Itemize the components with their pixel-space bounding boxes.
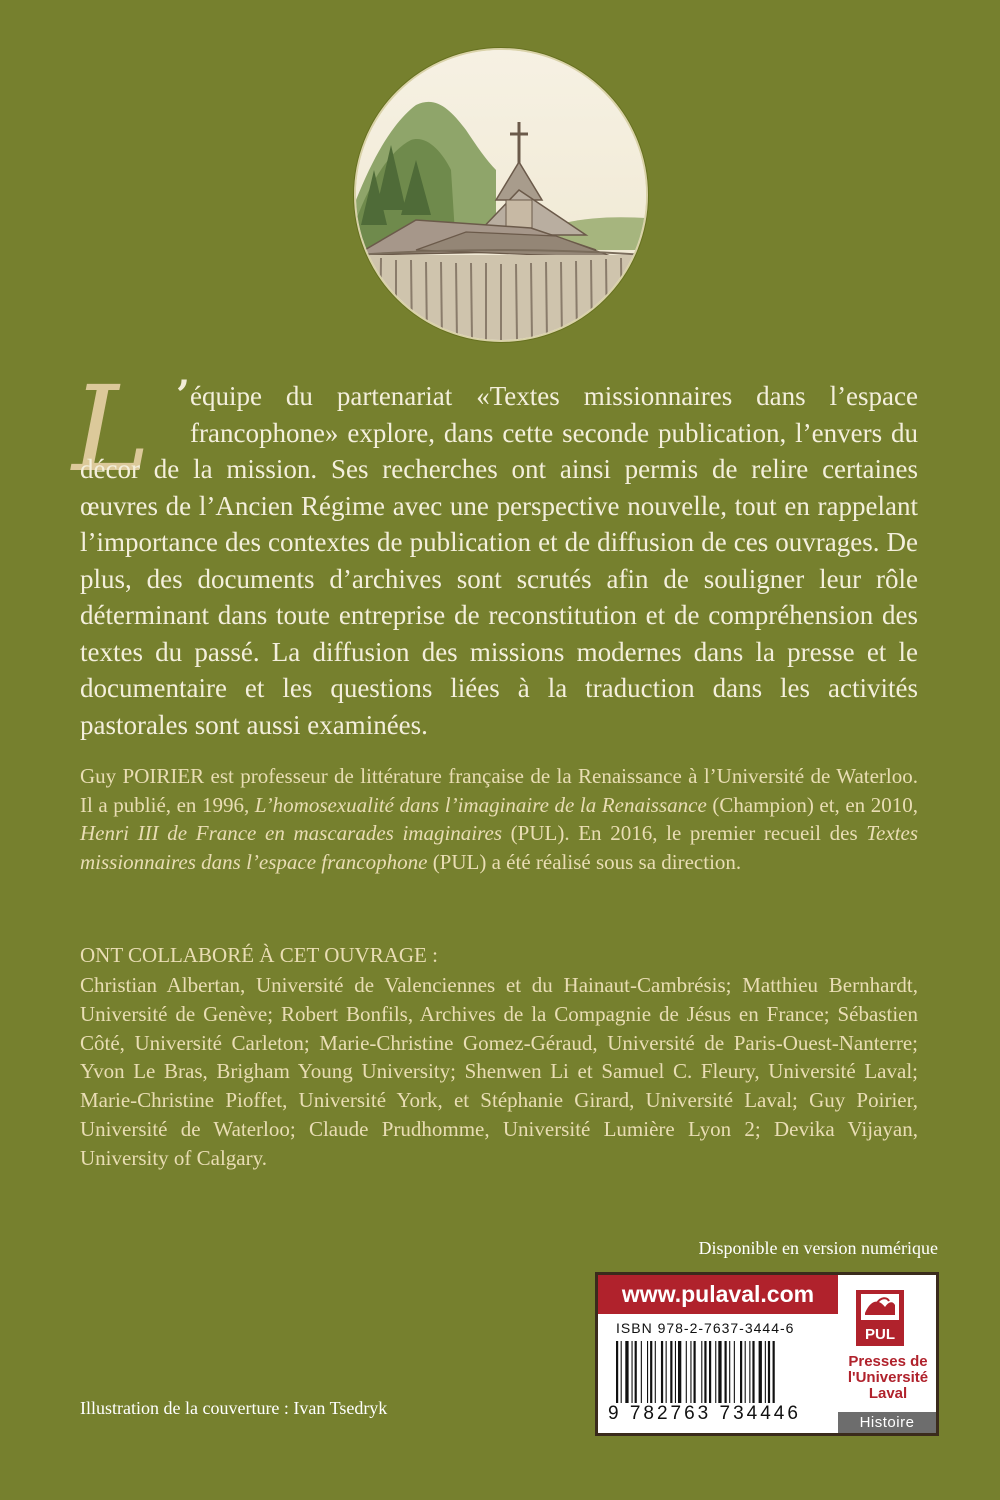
barcode-bar <box>641 1341 642 1403</box>
bio-title-2: Henri III de France en mascarades imaginaires <box>80 821 503 845</box>
barcode-bar <box>725 1341 727 1403</box>
collaborators-heading: ONT COLLABORÉ À CET OUVRAGE : <box>80 943 438 967</box>
barcode-bar <box>729 1341 730 1403</box>
barcode-bar <box>690 1341 691 1403</box>
barcode-bar <box>765 1341 766 1403</box>
barcode-bar <box>670 1341 672 1403</box>
barcode-bar <box>666 1341 667 1403</box>
barcode-icon <box>614 1341 820 1403</box>
barcode-bar <box>661 1341 663 1403</box>
publisher-name-line-3: Laval <box>868 1385 908 1402</box>
barcode-digits: 9 782763 734446 <box>608 1403 801 1424</box>
isbn-number: ISBN 978-2-7637-3444-6 <box>616 1320 795 1336</box>
barcode-bar <box>752 1341 754 1403</box>
barcode-bar <box>740 1341 742 1403</box>
barcode-bar <box>625 1341 628 1403</box>
barcode-bar <box>701 1341 702 1403</box>
summary-paragraph <box>80 378 918 743</box>
barcode-bar <box>650 1341 652 1403</box>
bio-title-1: L’homosexualité dans l’imaginaire de la Renaissance <box>254 792 707 817</box>
author-bio <box>80 762 918 876</box>
barcode-bar <box>773 1341 775 1403</box>
barcode-bar <box>621 1341 622 1403</box>
publisher-url: www.pulaval.com <box>598 1275 838 1314</box>
barcode-bar <box>718 1341 721 1403</box>
publisher-name <box>838 1354 938 1402</box>
church-watercolor-illustration <box>356 50 646 340</box>
barcode-bar <box>715 1341 716 1403</box>
collaborators-list: Christian Albertan, Université de Valenciennes et du Hainaut-Cambrésis; Matthieu Bernhardt, Université de Genève; Robert Bonfils, Archives de la Compagnie de Jésus en France; Sébastien Côté, Université Carleton; Marie-Christine Gomez-Géraud, Université de Paris-Ouest-Nanterre; Yvon Le Bras, Brigham Young University; Shenwen Li et Samuel C. Fleury, Université Laval; Marie-Christine Pioffet, Université York, et Stéphanie Girard, Université Laval; Guy Poirier, Université de Waterloo; Claude Prudhomme, Université Lumière Lyon 2; Devika Vijayan, University of Calgary. <box>80 973 918 1170</box>
barcode-bar <box>749 1341 750 1403</box>
barcode-bar <box>686 1341 687 1403</box>
publisher-name-line-1: Presses de <box>848 1353 928 1370</box>
barcode-bar <box>745 1341 746 1403</box>
barcode-bar <box>768 1341 770 1403</box>
bio-text-1: Guy POIRIER est professeur de littérature française de la Renaissance à l’Université de Waterloo. Il a publié, en 1996, <box>80 764 918 817</box>
bio-title-3: Textes missionnaires dans l’espace francophone <box>80 821 919 874</box>
barcode-bar <box>635 1341 637 1403</box>
cover-illustration <box>354 48 648 342</box>
barcode-bar <box>734 1341 735 1403</box>
barcode-bar <box>647 1341 648 1403</box>
pul-logo-text: PUL <box>865 1326 895 1343</box>
pul-logo-icon <box>855 1289 905 1347</box>
bio-text-3: (PUL). En 2016, le premier recueil des <box>502 821 867 845</box>
publisher-name-line-2: l'Université <box>847 1369 929 1386</box>
drop-cap-letter: L <box>72 360 151 498</box>
barcode-bar <box>632 1341 633 1403</box>
barcode-bar <box>709 1341 711 1403</box>
publisher-barcode-box <box>595 1272 939 1436</box>
barcode-bar <box>694 1341 696 1403</box>
barcode-bar <box>616 1341 618 1403</box>
barcode-bar <box>704 1341 706 1403</box>
drop-cap-apostrophe: ’ <box>176 372 190 419</box>
barcode-bar <box>678 1341 681 1403</box>
category-label: Histoire <box>838 1412 936 1433</box>
summary-text: équipe du partenariat «Textes missionnaires dans l’espace francophone» explore, dans cette seconde publication, l’envers du décor de la mission. Ses recherches ont ainsi permis de relire certaines œuvres de l’Ancien Régime avec une perspective nouvelle, tout en rappelant l’importance des contextes de publication et de diffusion de ces ouvrages. De plus, des documents d’archives sont scrutés afin de souligner leur rôle déterminant dans toute entreprise de reconstitution et de compréhension des textes du passé. La diffusion des missions modernes dans la presse et le documentaire et les questions liées à la traduction dans les activités pastorales sont aussi examinées. <box>80 381 918 740</box>
bio-text-2: (Champion) et, en 2010, <box>706 792 918 817</box>
bio-text-4: (PUL) a été réalisé sous sa direction. <box>427 849 742 874</box>
barcode-bar <box>655 1341 656 1403</box>
illustration-credit: Illustration de la couverture : Ivan Tsedryk <box>80 1398 388 1418</box>
barcode-bar <box>759 1341 762 1403</box>
digital-version-note: Disponible en version numérique <box>698 1238 938 1258</box>
barcode-bar <box>675 1341 676 1403</box>
